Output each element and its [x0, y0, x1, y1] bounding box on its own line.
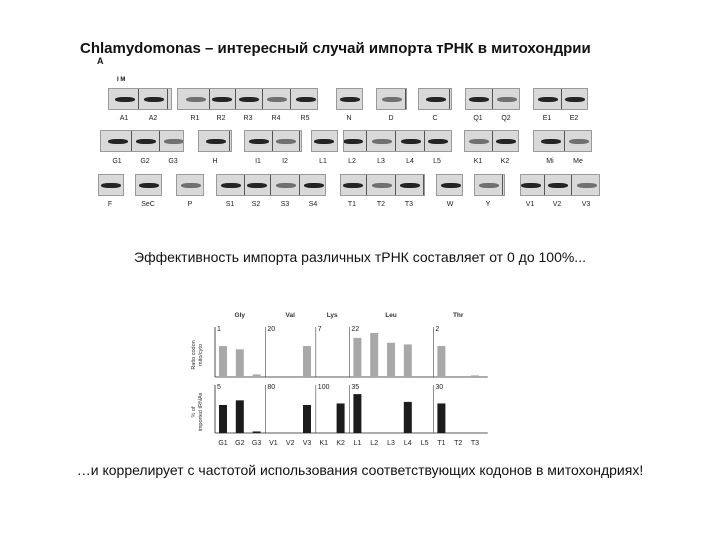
blot-lane-label: V1 [525, 201, 535, 208]
x-tick-label: K2 [336, 440, 345, 447]
import-efficiency-text: Эффективность импорта различных тРНК составляет от 0 до 100%... [134, 249, 586, 265]
blot-band [340, 97, 360, 103]
lane-divider [395, 131, 396, 151]
blot-lane-label: C [432, 115, 438, 122]
lane-divider [405, 89, 406, 109]
amino-acid-group-label: Leu [385, 312, 397, 319]
blot-lane-label: Y [485, 201, 491, 208]
lane-divider [229, 131, 230, 151]
blot-strip [533, 130, 592, 152]
lane-divider [299, 175, 300, 195]
blot-band [206, 139, 226, 145]
blot-band [164, 139, 184, 145]
bar [471, 375, 479, 377]
x-tick-label: L3 [387, 440, 395, 447]
x-tick-label: L2 [370, 440, 379, 447]
blot-lane-label: L4 [406, 158, 414, 165]
lane-divider [571, 175, 572, 195]
bar [387, 343, 395, 377]
group-annotation: 2 [435, 326, 440, 333]
blot-strip [176, 174, 204, 196]
bar [437, 346, 445, 377]
codon-correlation-caption: …и коррелирует с частотой использования соответствующих кодонов в митохондриях! [76, 462, 644, 478]
blot-lane-label: Me [573, 158, 583, 165]
x-tick-label: L4 [403, 440, 412, 447]
blot-lane-label: H [212, 158, 218, 165]
blot-lane-label: T2 [376, 201, 386, 208]
blot-band [469, 97, 489, 103]
blot-band [428, 139, 448, 145]
blot-band [136, 139, 156, 145]
blot-lane-label: W [446, 201, 454, 208]
lane-divider [290, 89, 291, 109]
blot-lane-label: G1 [112, 158, 122, 165]
blot-band [441, 183, 461, 189]
x-tick-label: T2 [454, 440, 463, 447]
blot-band [497, 97, 517, 103]
blot-lane-label: G2 [140, 158, 150, 165]
lane-divider [244, 175, 245, 195]
blot-band [314, 139, 334, 145]
blot-band [221, 183, 241, 189]
blot-lane-label: V3 [581, 201, 591, 208]
lane-divider [492, 89, 493, 109]
lane-divider [449, 89, 450, 109]
blot-lane-label: Q1 [473, 115, 483, 122]
blot-lane-label: K2 [500, 158, 510, 165]
x-tick-label: V2 [285, 440, 295, 447]
x-tick-label: T3 [470, 440, 480, 447]
codon-import-bar-chart [185, 305, 505, 455]
blot-strip [340, 174, 425, 196]
bar [219, 346, 227, 377]
blot-lane-label: P [187, 201, 193, 208]
blot-band [144, 97, 164, 103]
lane-divider [451, 131, 452, 151]
x-tick-label: V1 [269, 440, 278, 447]
amino-acid-group-label: Gly [234, 312, 246, 319]
blot-lane-label: N [346, 115, 352, 122]
blot-band [401, 139, 421, 145]
blot-strip [465, 88, 520, 110]
blot-band [479, 183, 499, 189]
group-annotation: 35 [351, 384, 360, 391]
blot-band [186, 97, 206, 103]
blot-lane-label: Mi [546, 158, 554, 165]
blot-band [276, 183, 296, 189]
blot-band [247, 183, 267, 189]
blot-lane-label: E2 [569, 115, 579, 122]
blot-band [382, 97, 402, 103]
blot-band [548, 183, 568, 189]
x-tick-label: T1 [437, 440, 446, 447]
lane-divider [492, 131, 493, 151]
amino-acid-group-label: Thr [452, 312, 464, 319]
blot-band [577, 183, 597, 189]
y-axis-label: mito/cyto [198, 343, 204, 367]
lane-divider [366, 131, 367, 151]
blot-band [108, 139, 128, 145]
lane-divider [424, 131, 425, 151]
blot-lane-label: R2 [216, 115, 226, 122]
blot-lane-label: R1 [190, 115, 200, 122]
blot-lane-label: L2 [348, 158, 356, 165]
blot-lane-label: L5 [433, 158, 441, 165]
blot-band [343, 183, 363, 189]
y-axis-label: Ratio codon [191, 340, 197, 370]
group-annotation: 1 [217, 326, 221, 333]
blot-lane-label: S1 [225, 201, 235, 208]
group-annotation: 5 [217, 384, 221, 391]
y-axis-label: imported tRNAs [198, 392, 204, 432]
blot-lane-label: I1 [255, 158, 261, 165]
blot-strip [244, 130, 302, 152]
blot-lane-label: S2 [251, 201, 261, 208]
blot-lane-label: V2 [552, 201, 562, 208]
blot-strip [474, 174, 505, 196]
blot-band [139, 183, 159, 189]
amino-acid-group-label: Val [285, 312, 295, 319]
panel-letter: A [97, 56, 104, 66]
blot-strip [376, 88, 407, 110]
lane-divider [366, 175, 367, 195]
lane-divider [270, 175, 271, 195]
blot-band [400, 183, 420, 189]
bar [303, 405, 311, 433]
slide-title: Chlamydomonas – интересный случай импорта тРНК в митохондрии [80, 40, 591, 57]
blot-band [181, 183, 201, 189]
blot-band [239, 97, 259, 103]
x-tick-label: K1 [319, 440, 329, 447]
blot-lane-label: A2 [148, 115, 158, 122]
fraction-labels: I M [117, 77, 126, 83]
blot-band [276, 139, 296, 145]
blot-lane-label: G3 [168, 158, 178, 165]
blot-lane-label: I2 [282, 158, 288, 165]
x-tick-label: L5 [420, 440, 429, 447]
lane-divider [167, 89, 168, 109]
blot-band [496, 139, 516, 145]
group-annotation: 7 [317, 326, 322, 333]
blot-lane-label: T1 [347, 201, 357, 208]
lane-divider [138, 89, 139, 109]
x-tick-label: L1 [353, 440, 362, 447]
lane-divider [131, 131, 132, 151]
group-annotation: 80 [267, 384, 276, 391]
bar [353, 338, 361, 377]
blot-lane-label: A1 [119, 115, 129, 122]
blot-band [469, 139, 489, 145]
blot-lane-label: R5 [300, 115, 310, 122]
lane-divider [544, 175, 545, 195]
lane-divider [272, 131, 273, 151]
blot-band [101, 183, 121, 189]
blot-lane-label: L3 [377, 158, 385, 165]
blot-strip [177, 88, 318, 110]
blot-strip [533, 88, 588, 110]
lane-divider [564, 131, 565, 151]
blot-strip [135, 174, 162, 196]
blot-lane-label: SeC [141, 201, 155, 208]
blot-band [212, 97, 232, 103]
blot-band [296, 97, 316, 103]
bar [236, 349, 244, 377]
blot-band [426, 97, 446, 103]
lane-divider [299, 131, 300, 151]
blot-band [249, 139, 269, 145]
lane-divider [235, 89, 236, 109]
bar [353, 394, 361, 433]
blot-strip [464, 130, 519, 152]
blot-band [372, 139, 392, 145]
x-tick-label: G2 [235, 440, 245, 447]
blot-lane-label: E1 [542, 115, 552, 122]
y-axis-label: % of [191, 406, 197, 418]
bar [370, 333, 378, 377]
blot-strip [311, 130, 338, 152]
blot-strip [216, 174, 326, 196]
blot-lane-label: R3 [243, 115, 253, 122]
blot-band [521, 183, 541, 189]
blot-lane-label: L1 [319, 158, 327, 165]
blot-lane-label: R4 [271, 115, 281, 122]
blot-strip [436, 174, 463, 196]
blot-band [569, 139, 589, 145]
lane-divider [502, 175, 503, 195]
group-annotation: 22 [351, 326, 360, 333]
blot-strip [520, 174, 600, 196]
blot-strip [336, 88, 363, 110]
bar [253, 374, 261, 377]
blot-strip [418, 88, 452, 110]
blot-band [115, 97, 135, 103]
blot-lane-label: S4 [308, 201, 318, 208]
group-annotation: 20 [267, 326, 276, 333]
group-annotation: 30 [435, 384, 444, 391]
blot-band [267, 97, 287, 103]
x-tick-label: G3 [251, 440, 262, 447]
bar [236, 400, 244, 433]
blot-lane-label: Q2 [501, 115, 511, 122]
bar [253, 431, 261, 433]
lane-divider [337, 131, 338, 151]
x-tick-label: G1 [218, 440, 228, 447]
blot-strip [343, 130, 452, 152]
lane-divider [262, 89, 263, 109]
bar [303, 346, 311, 377]
blot-lane-label: T3 [404, 201, 414, 208]
blot-strip [100, 130, 184, 152]
blot-band [541, 139, 561, 145]
blot-band [538, 97, 558, 103]
lane-divider [209, 89, 210, 109]
blot-lane-label: D [388, 115, 394, 122]
lane-divider [395, 175, 396, 195]
blot-band [343, 139, 363, 145]
bar [219, 405, 227, 433]
bar [404, 402, 412, 433]
lane-divider [159, 131, 160, 151]
blot-lane-label: F [107, 201, 113, 208]
blot-band [372, 183, 392, 189]
bar [337, 403, 345, 433]
blot-strip [198, 130, 232, 152]
group-annotation: 100 [317, 384, 330, 391]
lane-divider [561, 89, 562, 109]
x-tick-label: V3 [302, 440, 312, 447]
blot-band [565, 97, 585, 103]
amino-acid-group-label: Lys [326, 312, 338, 319]
blot-strip [98, 174, 124, 196]
blot-band [304, 183, 324, 189]
bar [437, 403, 445, 433]
blot-strip [108, 88, 172, 110]
blot-lane-label: S3 [280, 201, 290, 208]
bar [404, 344, 412, 377]
lane-divider [423, 175, 424, 195]
blot-lane-label: K1 [473, 158, 483, 165]
